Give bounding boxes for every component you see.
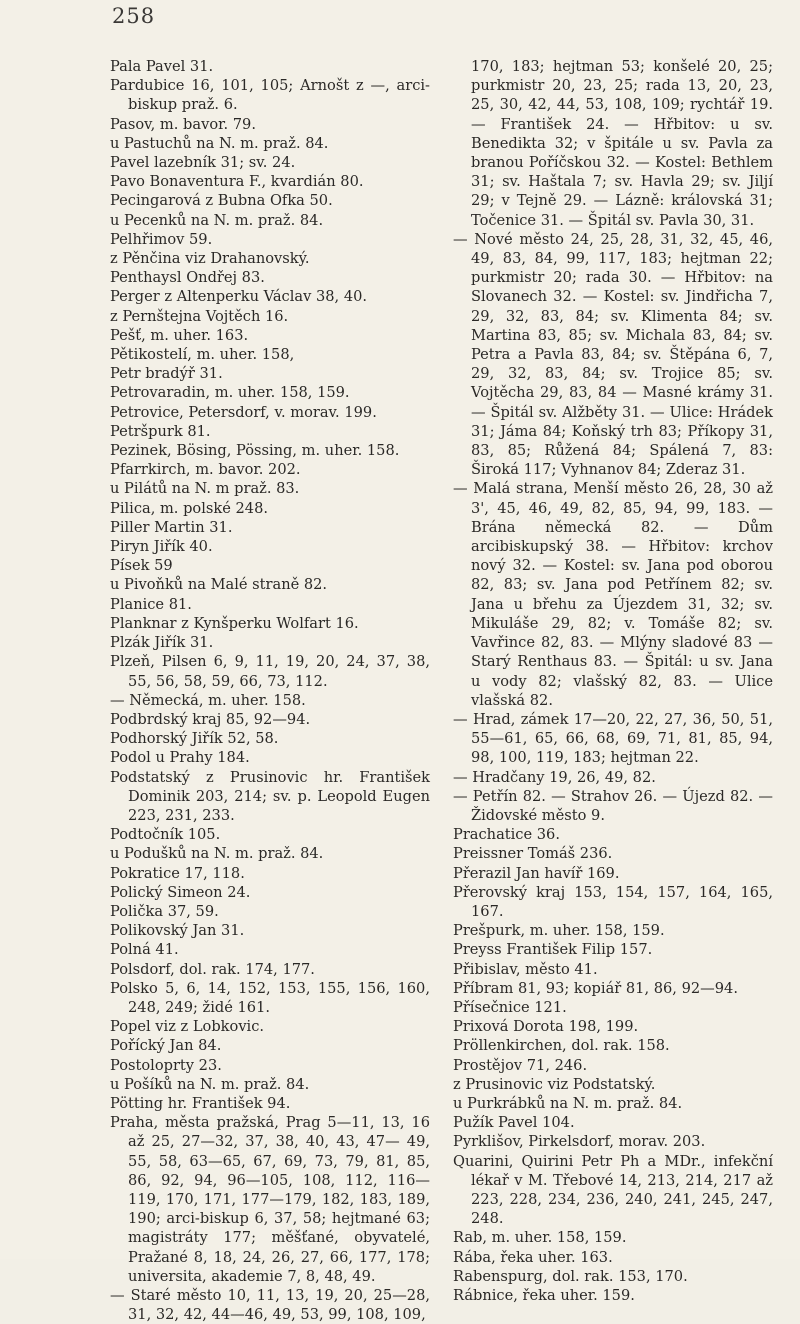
index-entry: Podol u Prahy 184.	[110, 749, 250, 767]
index-entry: Petrovaradin, m. uher. 158, 159.	[110, 384, 350, 402]
index-entry: z Pěnčina viz Drahanovský.	[110, 250, 310, 268]
index-entry: Rabenspurg, dol. rak. 153, 170.	[453, 1267, 688, 1285]
index-entry: Preyss František Filip 157.	[453, 941, 653, 959]
index-entry: Polná 41.	[110, 941, 179, 959]
index-entry: u Pošíků na N. m. praž. 84.	[110, 1075, 310, 1093]
index-entry: Planknar z Kynšperku Wolfart 16.	[110, 614, 359, 632]
index-entry: u Pastuchů na N. m. praž. 84.	[110, 134, 329, 152]
index-entry: Přerazil Jan havíř 169.	[453, 864, 620, 882]
index-entry: Pyrklišov, Pirkelsdorf, morav. 203.	[453, 1133, 706, 1151]
index-entry: Pfarrkirch, m. bavor. 202.	[110, 461, 301, 479]
index-entry: Pužík Pavel 104.	[453, 1114, 575, 1132]
index-entry: Popel viz z Lobkovic.	[110, 1018, 265, 1036]
index-entry: Postoloprty 23.	[110, 1056, 222, 1074]
index-entry: Pořícký Jan 84.	[110, 1037, 222, 1055]
index-entry: Polsko 5, 6, 14, 152, 153, 155, 156, 160, 248, 249; židé 161.	[110, 979, 430, 1016]
index-entry: Polsdorf, dol. rak. 174, 177.	[110, 960, 315, 978]
index-entry: Rábnice, řeka uher. 159.	[453, 1287, 635, 1304]
index-entry: Podhorský Jiřík 52, 58.	[110, 730, 279, 748]
index-entry: Pavel lazebník 31; sv. 24.	[110, 154, 296, 172]
index-entry: Pröllenkirchen, dol. rak. 158.	[453, 1037, 670, 1055]
index-entry: Přísečnice 121.	[453, 998, 567, 1016]
index-entry: Prixová Dorota 198, 199.	[453, 1018, 639, 1036]
index-entry: Petrovice, Petersdorf, v. morav. 199.	[110, 403, 377, 421]
index-entry: Perger z Altenperku Václav 38, 40.	[110, 288, 368, 306]
index-entry: Příbram 81, 93; kopiář 81, 86, 92—94.	[453, 979, 738, 997]
index-entry: Pecingarová z Bubna Ofka 50.	[110, 192, 333, 210]
index-entry: Petršpurk 81.	[110, 422, 211, 440]
index-entry: Plzeň, Pilsen 6, 9, 11, 19, 20, 24, 37, 38, 55, 56, 58, 59, 66, 73, 112.	[110, 653, 430, 690]
index-entry: Pelhřimov 59.	[110, 230, 213, 248]
index-entry: Pětikostelí, m. uher. 158,	[110, 346, 295, 364]
index-entry: Prostějov 71, 246.	[453, 1056, 588, 1074]
index-entry: z Pernštejna Vojtěch 16.	[110, 307, 289, 325]
index-entry: Pavo Bonaventura F., kvardián 80.	[110, 173, 364, 191]
index-entry: Pilica, m. polské 248.	[110, 499, 268, 517]
index-entry: z Prusinovic viz Podstatský.	[453, 1075, 656, 1093]
index-entry: Polička 37, 59.	[110, 902, 219, 920]
index-entry: Petr bradýř 31.	[110, 365, 223, 383]
index-entry: Pešť, m. uher. 163.	[110, 326, 249, 344]
index-entry: Podstatský z Prusinovic hr. František Dominik 203, 214; sv. p. Leopold Eugen 223, 231, 233.	[110, 768, 430, 824]
index-entry: 170, 183; hejtman 53; konšelé 20, 25; purkmistr 20, 23, 25; rada 13, 20, 23, 25, 30, 42, 44, 53, 108, 109; rychtář 19. — František 24. — Hřbitov: u sv. Benedikta 32; v špitále u sv. Pavla za branou Poříčskou 32. — Kostel: Bethlem 31; sv. Haštala 7; sv. Havla 29; sv. Jiljí 29; v Tejně 29. — Lázně: královská 31; Točenice 31. — Špitál sv. Pavla 30, 31.	[471, 58, 773, 229]
index-entry: — Německá, m. uher. 158.	[110, 691, 306, 709]
index-entry: Polikovský Jan 31.	[110, 922, 245, 940]
index-entry: Penthaysl Ondřej 83.	[110, 269, 265, 287]
index-entry: u Podušků na N. m. praž. 84.	[110, 845, 324, 863]
index-entry: Prachatice 36.	[453, 826, 560, 844]
index-entry: — Staré město 10, 11, 13, 19, 20, 25—28, 31, 32, 42, 44—46, 49, 53, 99, 108, 109,	[110, 1287, 430, 1324]
index-entry: Plzák Jiřík 31.	[110, 634, 214, 652]
index-entry: Písek 59	[110, 557, 173, 575]
index-entry: — Malá strana, Menší město 26, 28, 30 až 3', 45, 46, 49, 82, 85, 94, 99, 183. — Brána německá 82. — Dům arcibiskupský 38. — Hřbitov: krchov nový 32. — Kostel: sv. Jana pod oborou 82, 83; sv. Jana pod Petřínem 82; sv. Jana u břehu za Újezdem 31, 32; sv. Mikuláše 29, 82; v. Tomáše 82; sv. Vavřince 82, 83. — Mlýny sladové 83 — Starý Renthaus 83. — Špitál: u sv. Jana u vody 82; vlašský 82, 83. — Ulice vlašská 82.	[453, 480, 773, 709]
index-entry: Pokratice 17, 118.	[110, 864, 245, 882]
index-entry: Podtočník 105.	[110, 826, 221, 844]
index-entry: Prešpurk, m. uher. 158, 159.	[453, 922, 665, 940]
index-entry: Piller Martin 31.	[110, 518, 233, 536]
index-entry: Přibislav, město 41.	[453, 960, 598, 978]
index-entry: Pala Pavel 31.	[110, 58, 214, 75]
index-column-left	[110, 57, 430, 1324]
index-entry: Rab, m. uher. 158, 159.	[453, 1229, 627, 1247]
index-entry: — Hradčany 19, 26, 49, 82.	[453, 768, 656, 786]
index-entry: Přerovský kraj 153, 154, 157, 164, 165, 167.	[453, 883, 773, 920]
index-entry: Quarini, Quirini Petr Ph a MDr., infekční lékař v M. Třebové 14, 213, 214, 217 až 223, 228, 234, 236, 240, 241, 245, 247, 248.	[453, 1152, 773, 1228]
index-entry: Pezinek, Bösing, Pössing, m. uher. 158.	[110, 442, 400, 460]
index-entry: u Pilátů na N. m praž. 83.	[110, 480, 300, 498]
index-entry: — Nové město 24, 25, 28, 31, 32, 45, 46, 49, 83, 84, 99, 117, 183; hejtman 22; purkmistr 20; rada 30. — Hřbitov: na Slovanech 32. — Kostel: sv. Jindřicha 7, 29, 32, 83, 84; sv. Klimenta 84; sv. Martina 83, 85; sv. Michala 83, 84; sv. Petra a Pavla 83, 84; sv. Štěpána 6, 7, 29, 32, 83, 84; sv. Trojice 85; sv. Vojtěcha 29, 83, 84 — Masné krámy 31. — Špitál sv. Alžběty 31. — Ulice: Hrádek 31; Jáma 84; Koňský trh 83; Příkopy 31, 83, 85; Růžená 84; Spálená 7, 83: Široká 117; Vyhnanov 84; Zderaz 31.	[453, 230, 773, 479]
index-entry: Piryn Jiřík 40.	[110, 538, 213, 556]
index-entry: Polický Simeon 24.	[110, 883, 251, 901]
index-entry: — Petřín 82. — Strahov 26. — Újezd 82. — Židovské město 9.	[453, 787, 773, 824]
index-entry: u Purkrábků na N. m. praž. 84.	[453, 1094, 683, 1112]
index-entry: Planice 81.	[110, 595, 192, 613]
index-entry: u Pecenků na N. m. praž. 84.	[110, 211, 324, 229]
index-entry: Preissner Tomáš 236.	[453, 845, 613, 863]
index-entry: u Pivoňků na Malé straně 82.	[110, 576, 328, 594]
index-entry: Pasov, m. bavor. 79.	[110, 115, 256, 133]
index-entry: Praha, města pražská, Prag 5—11, 13, 16 až 25, 27—32, 37, 38, 40, 43, 47— 49, 55, 58, 63—65, 67, 69, 73, 79, 81, 85, 86, 92, 94, 96—105, 108, 112, 116—119, 170, 171, 177—179, 182, 183, 189, 190; arci-biskup 6, 37, 58; hejtmané 63; magistráty 177; měšťané, obyvatelé, Pražané 8, 18, 24, 26, 27, 66, 177, 178; universita, akademie 7, 8, 48, 49.	[110, 1114, 430, 1285]
index-entry: — Hrad, zámek 17—20, 22, 27, 36, 50, 51, 55—61, 65, 66, 68, 69, 71, 81, 85, 94, 98, 100, 119, 183; hejtman 22.	[453, 710, 773, 767]
index-entry: Rába, řeka uher. 163.	[453, 1248, 613, 1266]
index-entry: Pardubice 16, 101, 105; Arnošt z —, arci-biskup praž. 6.	[110, 77, 430, 114]
index-entry: Podbrdský kraj 85, 92—94.	[110, 710, 311, 728]
page-number: 258	[112, 4, 156, 28]
index-entry: Pötting hr. František 94.	[110, 1094, 291, 1112]
index-column-right	[453, 57, 773, 1305]
